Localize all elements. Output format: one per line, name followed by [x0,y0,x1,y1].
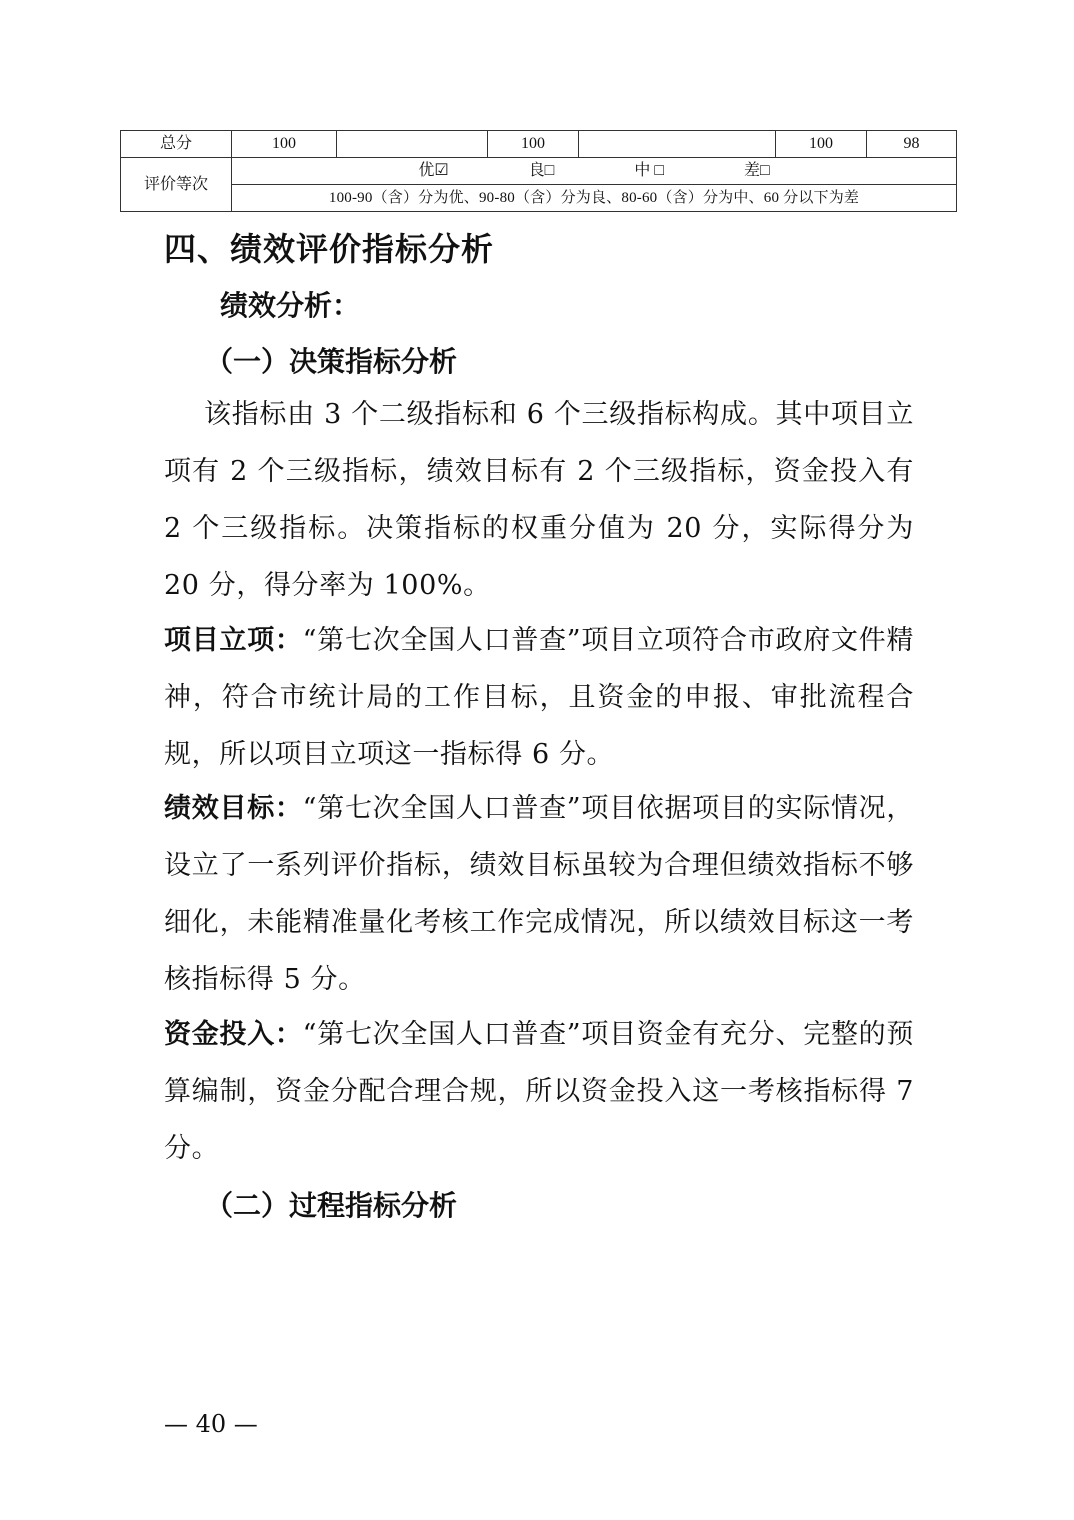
section-heading: 四、绩效评价指标分析 [164,230,495,268]
decision-intro-paragraph: 该指标由 3 个二级指标和 6 个三级指标构成。其中项目立项有 2 个三级指标，绩效目标有 2 个三级指标，资金投入有 2 个三级指标。决策指标的权重分值为 20 分，实际得分为 20 分，得分率为 100%。 [164,399,914,601]
decision-indicator-heading: （一）决策指标分析 [205,345,458,378]
performance-target-paragraph [164,780,914,1008]
total-cell: 100 [232,131,337,158]
paragraph-lead: 项目立项： [164,625,303,656]
total-score-row [121,131,957,158]
rating-note-row [121,185,957,212]
total-label: 总分 [121,131,232,158]
rating-options-row [121,158,957,185]
total-cell: 100 [776,131,867,158]
total-cell [337,131,488,158]
rating-note: 100-90（含）分为优、90-80（含）分为良、80-60（含）分为中、60 分以下为差 [232,185,957,212]
paragraph-text: “第七次全国人口普查”项目依据项目的实际情况，设立了一系列评价指标，绩效目标虽较为合理但绩效指标不够细化，未能精准量化考核工作完成情况，所以绩效目标这一考核指标得 5 分。 [164,793,915,995]
rating-option-good: 良□ [528,162,555,179]
score-table [120,130,957,212]
rating-option-poor: 差□ [744,162,770,179]
performance-analysis-heading: 绩效分析： [220,289,361,322]
fund-input-paragraph [164,1006,914,1177]
total-cell [579,131,776,158]
process-indicator-heading: （二）过程指标分析 [205,1189,458,1222]
rating-label: 评价等次 [121,158,232,212]
paragraph-lead: 资金投入： [164,1019,303,1050]
page-number: — 40 — [164,1410,258,1438]
paragraph-text: “第七次全国人口普查”项目立项符合市政府文件精神，符合市统计局的工作目标，且资金的申报、审批流程合规，所以项目立项这一指标得 6 分。 [164,625,915,770]
rating-options [232,158,957,185]
rating-option-excellent: 优☑ [418,162,449,179]
paragraph-text: “第七次全国人口普查”项目资金有充分、完整的预算编制，资金分配合理合规，所以资金投入这一考核指标得 7 分。 [164,1019,915,1164]
rating-option-medium: 中 □ [634,162,665,179]
total-cell: 98 [867,131,957,158]
total-cell: 100 [488,131,579,158]
project-approval-paragraph [164,612,914,783]
paragraph-lead: 绩效目标： [164,793,303,824]
